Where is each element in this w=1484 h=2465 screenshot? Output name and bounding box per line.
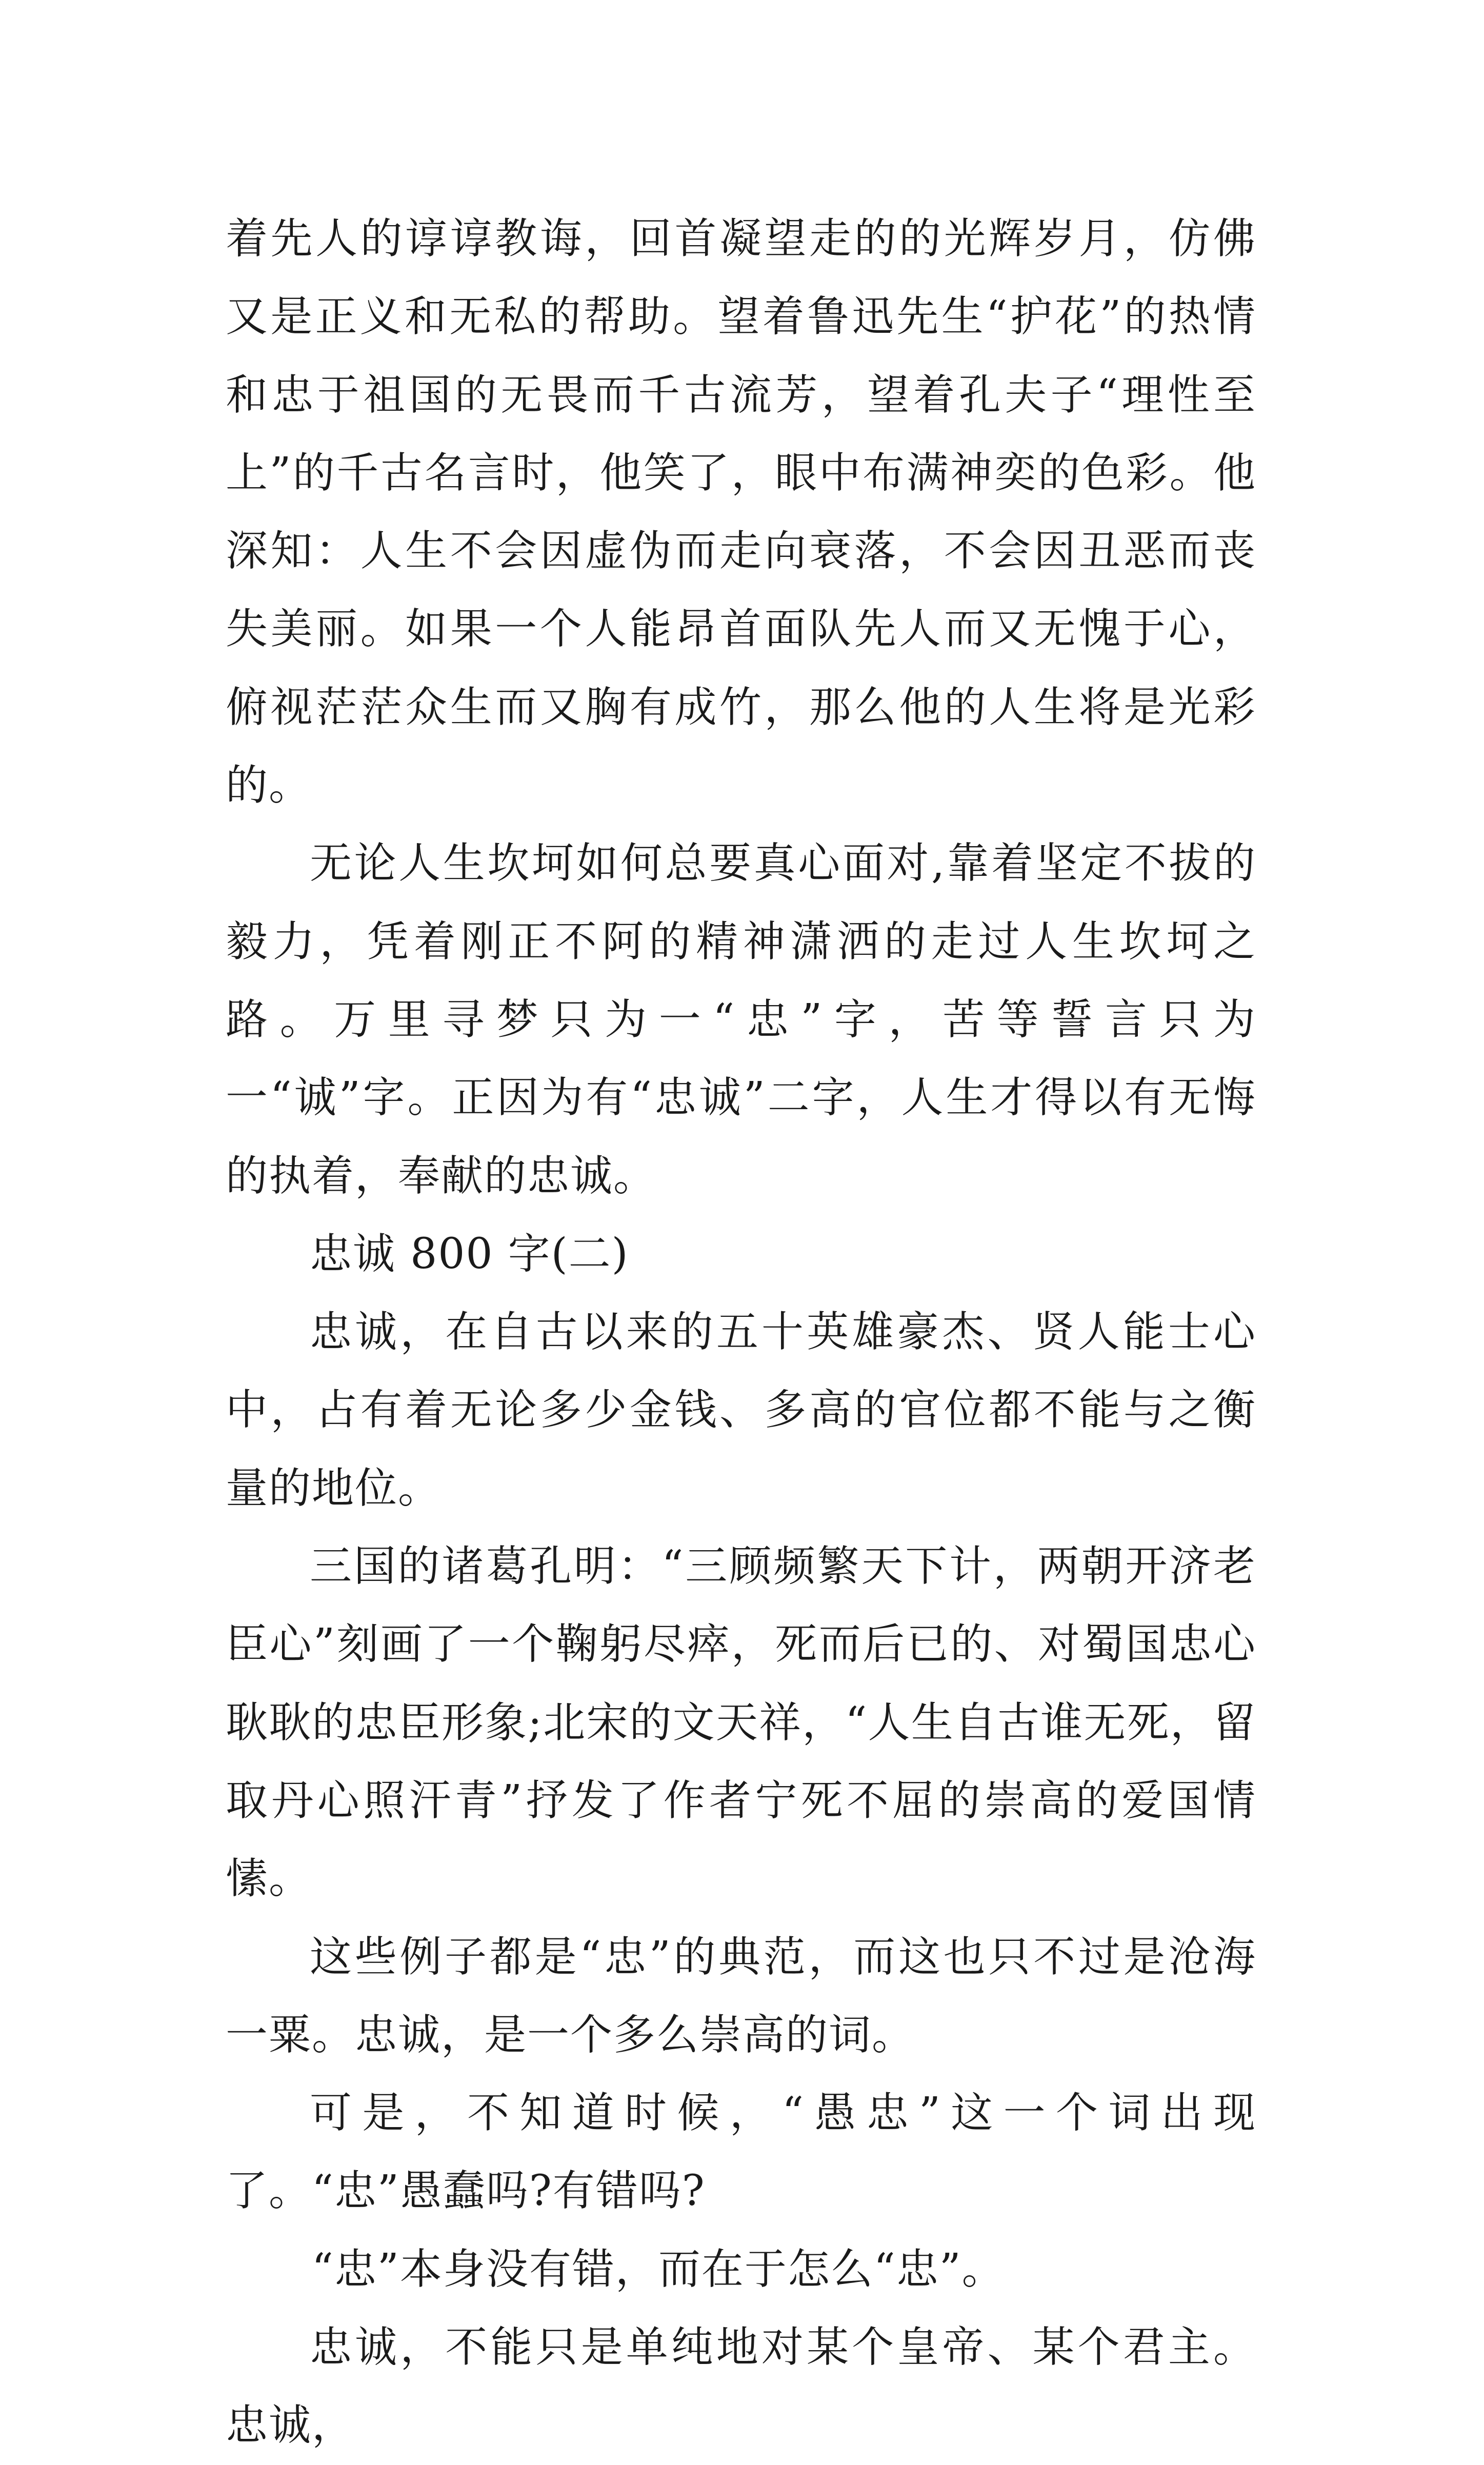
paragraph: 忠诚，在自古以来的五十英雄豪杰、贤人能士心中，占有着无论多少金钱、多高的官位都不能与之衡量的地位。 xyxy=(226,1308,1256,1513)
paragraph: 三国的诸葛孔明：“三顾频繁天下计，两朝开济老臣心”刻画了一个鞠躬尽瘁，死而后已的、对蜀国忠心耿耿的忠臣形象;北宋的文天祥，“人生自古谁无死，留取丹心照汗青”抒发了作者宁死不屈的崇高的爱国情愫。 xyxy=(226,1542,1256,1903)
section-heading: 忠诚 800 字(二) xyxy=(310,1229,629,1278)
paragraph: 着先人的谆谆教诲，回首凝望走的的光辉岁月，仿佛又是正义和无私的帮助。望着鲁迅先生“护花”的热情和忠于祖国的无畏而千古流芳，望着孔夫子“理性至上”的千古名言时，他笑了，眼中布满神奕的色彩。他深知：人生不会因虚伪而走向衰落，不会因丑恶而丧失美丽。如果一个人能昂首面队先人而又无愧于心，俯视茫茫众生而又胸有成竹，那么他的人生将是光彩的。 xyxy=(226,214,1256,810)
paragraph: 无论人生坎坷如何总要真心面对,靠着坚定不拔的毅力，凭着刚正不阿的精神潇洒的走过人生坎坷之路。万里寻梦只为一“忠”字，苦等誓言只为一“诚”字。正因为有“忠诚”二字，人生才得以有无悔的执着，奉献的忠诚。 xyxy=(226,839,1256,1200)
paragraph: “忠”本身没有错，而在于怎么“忠”。 xyxy=(312,2244,1005,2294)
paragraph: 忠诚，不能只是单纯地对某个皇帝、某个君主。忠诚， xyxy=(226,2323,1256,2450)
paragraph: 可是，不知道时候，“愚忠”这一个词出现了。“忠”愚蠢吗?有错吗? xyxy=(226,2089,1256,2216)
document-body xyxy=(226,200,1256,2465)
paragraph: 这些例子都是“忠”的典范，而这也只不过是沧海一粟。忠诚，是一个多么崇高的词。 xyxy=(226,1932,1256,2059)
